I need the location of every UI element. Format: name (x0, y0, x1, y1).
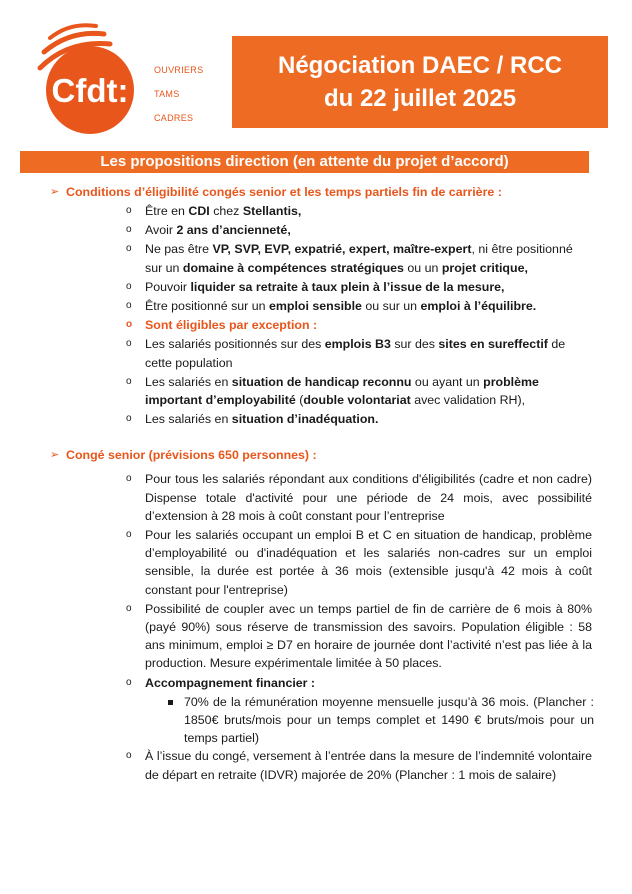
section-heading-conge-senior: ➢ Congé senior (prévisions 650 personnes) : (50, 448, 317, 463)
circle-bullet-icon: o (126, 602, 132, 614)
circle-bullet-icon: o (126, 413, 132, 425)
circle-bullet-icon: o (126, 319, 133, 331)
section-heading-eligibility: ➢ Conditions d’éligibilité congés senior et les temps partiels fin de carrière : (50, 185, 502, 199)
circle-bullet-icon: o (126, 243, 132, 255)
circle-bullet-icon: o (126, 300, 132, 312)
arrow-bullet-icon: ➢ (50, 186, 60, 198)
list-item: o Être positionné sur un emploi sensible ou sur un emploi à l’équilibre. (0, 297, 632, 315)
list-item: o Les salariés en situation d’inadéquation. (0, 410, 632, 428)
exception-heading: o Sont éligibles par exception : (0, 316, 632, 334)
circle-bullet-icon: o (126, 224, 132, 236)
title-line-2: du 22 juillet 2025 (323, 85, 517, 112)
circle-bullet-icon: o (126, 205, 132, 216)
list-item: o Les salariés en situation de handicap reconnu ou ayant un problème important d’employabilité (double volontariat avec validation RH), (126, 374, 539, 408)
circle-bullet-icon: o (126, 473, 132, 485)
circle-bullet-icon: o (126, 338, 132, 350)
list-item: o À l’issue du congé, versement à l’entrée dans la mesure de l’indemnité volontaire de départ en retraite (IDVR) majorée de 20% (Plancher : 1 mois de salaire) (126, 749, 592, 782)
title-line-1: Négociation DAEC / RCC (277, 52, 562, 79)
square-bullet-icon (168, 700, 173, 705)
circle-bullet-icon: o (126, 280, 132, 292)
circle-bullet-icon: o (126, 676, 132, 688)
list-item: o Pour les salariés occupant un emploi B et C en situation de handicap, problème d’employabilité ou d'inadéquation et les salariés non-cadres sur un emploi sensible, la durée est portée à 36 mois (extensible jusqu'à 42 mois à coût constant pour l'entreprise) (126, 528, 592, 597)
title-box (232, 36, 608, 128)
document-body (0, 183, 632, 785)
section-band: Les propositions direction (en attente du projet d’accord) (20, 151, 589, 173)
list-item: o Ne pas être VP, SVP, EVP, expatrié, expert, maître-expert, ni être positionné sur un domaine à compétences stratégiques ou un projet critique, (126, 242, 573, 275)
logo-wordmark: Cfdt: (51, 72, 129, 109)
financial-sub-item: 70% de la rémunération moyenne mensuelle jusqu’à 36 mois. (Plancher : 1850€ bruts/mois pour un temps complet et 1490 € bruts/mois pour un temps partiel) (0, 693, 632, 748)
arrow-bullet-icon: ➢ (50, 449, 60, 462)
circle-bullet-icon: o (126, 375, 132, 387)
circle-bullet-icon: o (126, 529, 132, 541)
list-item: o Avoir 2 ans d’ancienneté, (0, 221, 632, 239)
list-item: o Possibilité de coupler avec un temps partiel de fin de carrière de 6 mois à 80% (payé 90%) sous réserve de transmission des savoirs. Population éligible : 58 ans minimum, emploi ≥ D7 en horaire de journée dont l’activité n’est pas liée à la production. Mesure expérimentale limitée à 50 places. (126, 601, 592, 671)
list-item: o Pouvoir liquider sa retraite à taux plein à l’issue de la mesure, (0, 278, 632, 296)
list-item: o Les salariés positionnés sur des emplois B3 sur des sites en sureffectif de cette population (126, 337, 566, 370)
list-item: o Être en CDI chez Stellantis, (0, 202, 632, 220)
circle-bullet-icon: o (126, 750, 132, 762)
financial-heading: o Accompagnement financier : (0, 674, 632, 692)
list-item: o Pour tous les salariés répondant aux conditions d'éligibilités (cadre et non cadre) Dispense totale d'activité pour une période de 24 mois, avec possibilité d’extension à 28 mois à coût constant pour l’entreprise (126, 472, 592, 523)
cfdt-logo (30, 18, 150, 138)
logo-side-text: OUVRIERS TAMS CADRES (154, 65, 204, 123)
